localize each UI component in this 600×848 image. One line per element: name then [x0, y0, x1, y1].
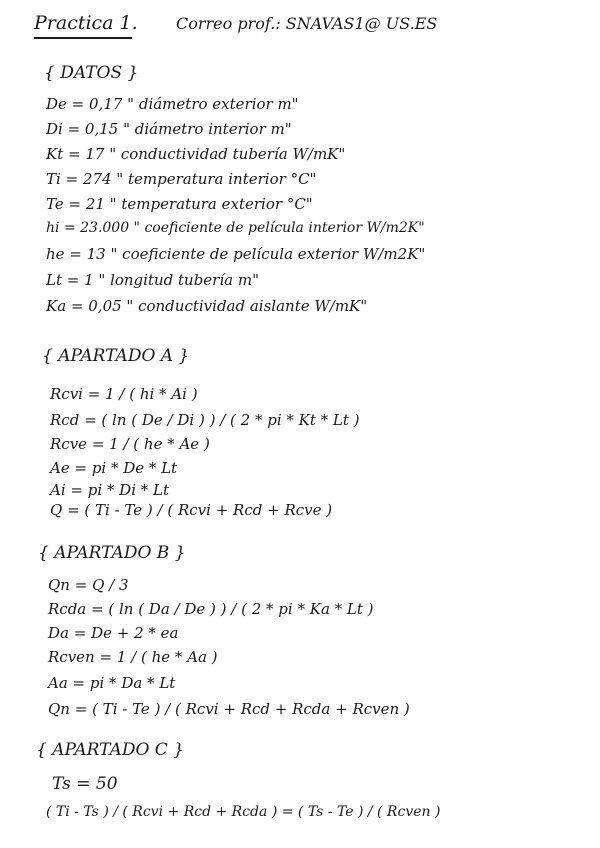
section-heading-datos: { DATOS } — [44, 63, 139, 83]
datos-line: Lt = 1 " longitud tubería m" — [46, 271, 259, 289]
page-title: Practica 1. — [34, 12, 138, 34]
apartado-b-line: Aa = pi * Da * Lt — [48, 674, 176, 692]
apartado-b-line: Rcven = 1 / ( he * Aa ) — [48, 648, 218, 666]
professor-email: Correo prof.: SNAVAS1@ US.ES — [176, 14, 438, 33]
datos-line: Ka = 0,05 " conductividad aislante W/mK" — [46, 297, 368, 315]
datos-line: Ti = 274 " temperatura interior °C" — [46, 170, 317, 188]
datos-line: he = 13 " coeficiente de película exterior W/m2K" — [46, 245, 426, 263]
datos-line: Te = 21 " temperatura exterior °C" — [46, 195, 313, 213]
datos-line: Kt = 17 " conductividad tubería W/mK" — [46, 145, 346, 163]
datos-line: Di = 0,15 " diámetro interior m" — [46, 120, 292, 138]
datos-line: hi = 23.000 " coeficiente de película interior W/m2K" — [46, 220, 425, 236]
apartado-a-line: Rcd = ( ln ( De / Di ) ) / ( 2 * pi * Kt * Lt ) — [50, 411, 360, 429]
apartado-b-line: Da = De + 2 * ea — [48, 624, 179, 642]
section-heading-apartado-b: { APARTADO B } — [38, 543, 186, 563]
apartado-a-line: Q = ( Ti - Te ) / ( Rcvi + Rcd + Rcve ) — [50, 501, 333, 519]
apartado-b-line: Rcda = ( ln ( Da / De ) ) / ( 2 * pi * Ka * Lt ) — [48, 600, 374, 618]
apartado-b-line: Qn = ( Ti - Te ) / ( Rcvi + Rcd + Rcda + Rcven ) — [48, 700, 410, 718]
section-heading-apartado-c: { APARTADO C } — [36, 740, 185, 760]
apartado-a-line: Rcvi = 1 / ( hi * Ai ) — [50, 385, 198, 403]
apartado-a-line: Rcve = 1 / ( he * Ae ) — [50, 435, 210, 453]
datos-line: De = 0,17 " diámetro exterior m" — [46, 95, 299, 113]
section-heading-apartado-a: { APARTADO A } — [42, 346, 190, 366]
apartado-c-line: ( Ti - Ts ) / ( Rcvi + Rcd + Rcda ) = ( Ts - Te ) / ( Rcven ) — [46, 804, 441, 820]
apartado-b-line: Qn = Q / 3 — [48, 576, 129, 594]
apartado-a-line: Ae = pi * De * Lt — [50, 459, 178, 477]
apartado-a-line: Ai = pi * Di * Lt — [50, 481, 170, 499]
apartado-c-line: Ts = 50 — [52, 774, 118, 794]
title-underline — [34, 37, 132, 39]
